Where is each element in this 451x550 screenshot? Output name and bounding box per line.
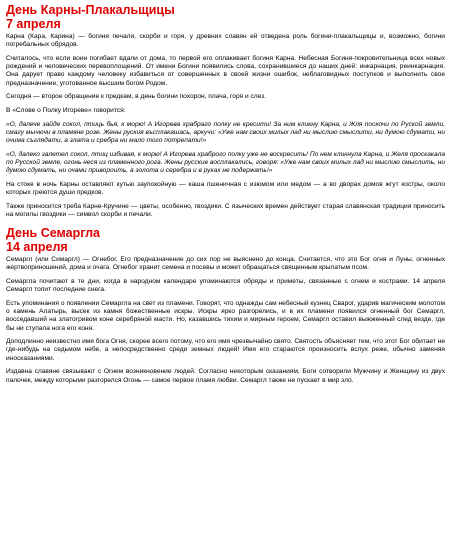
paragraph: Семаргл (или Симаргл) — Огнебог. Его предназначение до сих пор не выяснено до конца. Считается, что это Бог огня и Луны, огненных жертвоприношений, дома и очага. Огнебог хранит семена и посевы и может обращаться священным крылатым псом. — [6, 256, 445, 272]
paragraph: Семаргла почитают в те дни, когда в народном календаре упоминаются обряды и приметы, связанные с огнем и кострами. 14 апреля Семаргл топит последние снега. — [6, 278, 445, 294]
paragraph: Считалось, что если воин погибает вдали от дома, то первой его оплакивает богиня Карна. Небесная Богиня-покровительница всех новых рождений и человеческих перевоплощений. От имени Богини появились слова, сохранившиеся до наших дней: инкарнация, реинкарнация. Она дарует право каждому человеку избавиться от совершенных в своей жизни ошибок, неблаговидных поступков и выполнить свое предназначение, уготованное высшим богом Родом. — [6, 54, 445, 87]
quote-paragraph: «О, далеко залетел сокол, птиц избивая, к морю! А Игорева храброго полку уже не воскресить! По нем кликнула Карна, и Желя проскакала по Русской земле, огонь неся из пламенного рога. Жены русские восплакались, говоря: «Уже нам своих милых лад ни мыслию смыслить, ни думою сдумать, ни очами привороить, а золота и серебра и в руках не подержать!» — [6, 150, 445, 175]
title-line-1: День Семаргла — [6, 226, 100, 241]
quote-paragraph: «О, далече зайде сокол, птиць бья, к морю! А Игорева храбраго полку не кресити! За ним кликну Карна, и Жля поскочи по Руской земли, смагу мычючи в пламяне розе. Жены руския въсплакашась, аркучи: «Уже нам своих милых лад ни мыслию смыслити, ни думою сдумати, ни очима съглядати, а злата и сребра ни мало того потрепати!» — [6, 120, 445, 145]
paragraph: Есть упоминания о появлении Семаргла на свет из пламени. Говорят, что однажды сам небесный кузнец Сварог, ударив магическим молотом о камень Алатырь, высек из камня божественные искры. Искры ярко разгорелись, и в их пламени появился огненный бог Семаргл, восседавший на златогривом коне серебряной масти. Но, казавшись тихим и мирным героем, Семаргл оставил выжженный след везде, где бы ни ступала нога его коня. — [6, 299, 445, 332]
paragraph: На стоке в ночь Карны оставляют кутью заупокойную — каша пшеничная с изюмом или медом — а во дворах домов жгут костры, около которых греются души предков. — [6, 180, 445, 197]
paragraph: Доподлинно неизвестно имя бога Огня, скорее всего потому, что его имя чрезвычайно свято. Святость объясняет тем, что этот Бог обитает не где-нибудь на седьмом небе, а непосредственно среди земных людей! Имя его стараются произносить вслух реже, обычно заменяя иносказаниями. — [6, 338, 445, 362]
title-line-2: 7 апреля — [6, 17, 61, 31]
section-semargl — [6, 226, 445, 385]
paragraph: Издавна славяне связывают с Огнем возникновение людей. Согласно некоторым сказаниям, Боги сотворили Мужчину и Женщину из двух палочек, между которыми разгорелся Огонь — самое первое пламя любви. Семаргл также не пускает в мир зло. — [6, 368, 445, 384]
paragraph: В «Слове о Полку Игореве» говорится: — [6, 106, 126, 114]
section-karna — [6, 3, 445, 219]
title-line-1: День Карны-Плакальщицы — [6, 3, 175, 17]
paragraph: Сегодня — второе обращение к предкам, в день богини похорон, плача, горя и слез. — [6, 93, 266, 101]
section-title — [6, 3, 445, 31]
section-title — [6, 226, 445, 254]
paragraph: Также приносится треба Карне-Кручине — цветы, особенно, гвоздики. С языческих времен действует старая славянская традиция приносить на могилы гвоздики — символ скорби и печали. — [6, 202, 445, 218]
paragraph: Карна (Кара, Карина) — богиня печали, скорби и горя, у древних славян ей отведена роль богини-плакальщицы и, возможно, богини погребальных обрядов. — [6, 33, 445, 49]
title-line-2: 14 апреля — [6, 240, 68, 255]
